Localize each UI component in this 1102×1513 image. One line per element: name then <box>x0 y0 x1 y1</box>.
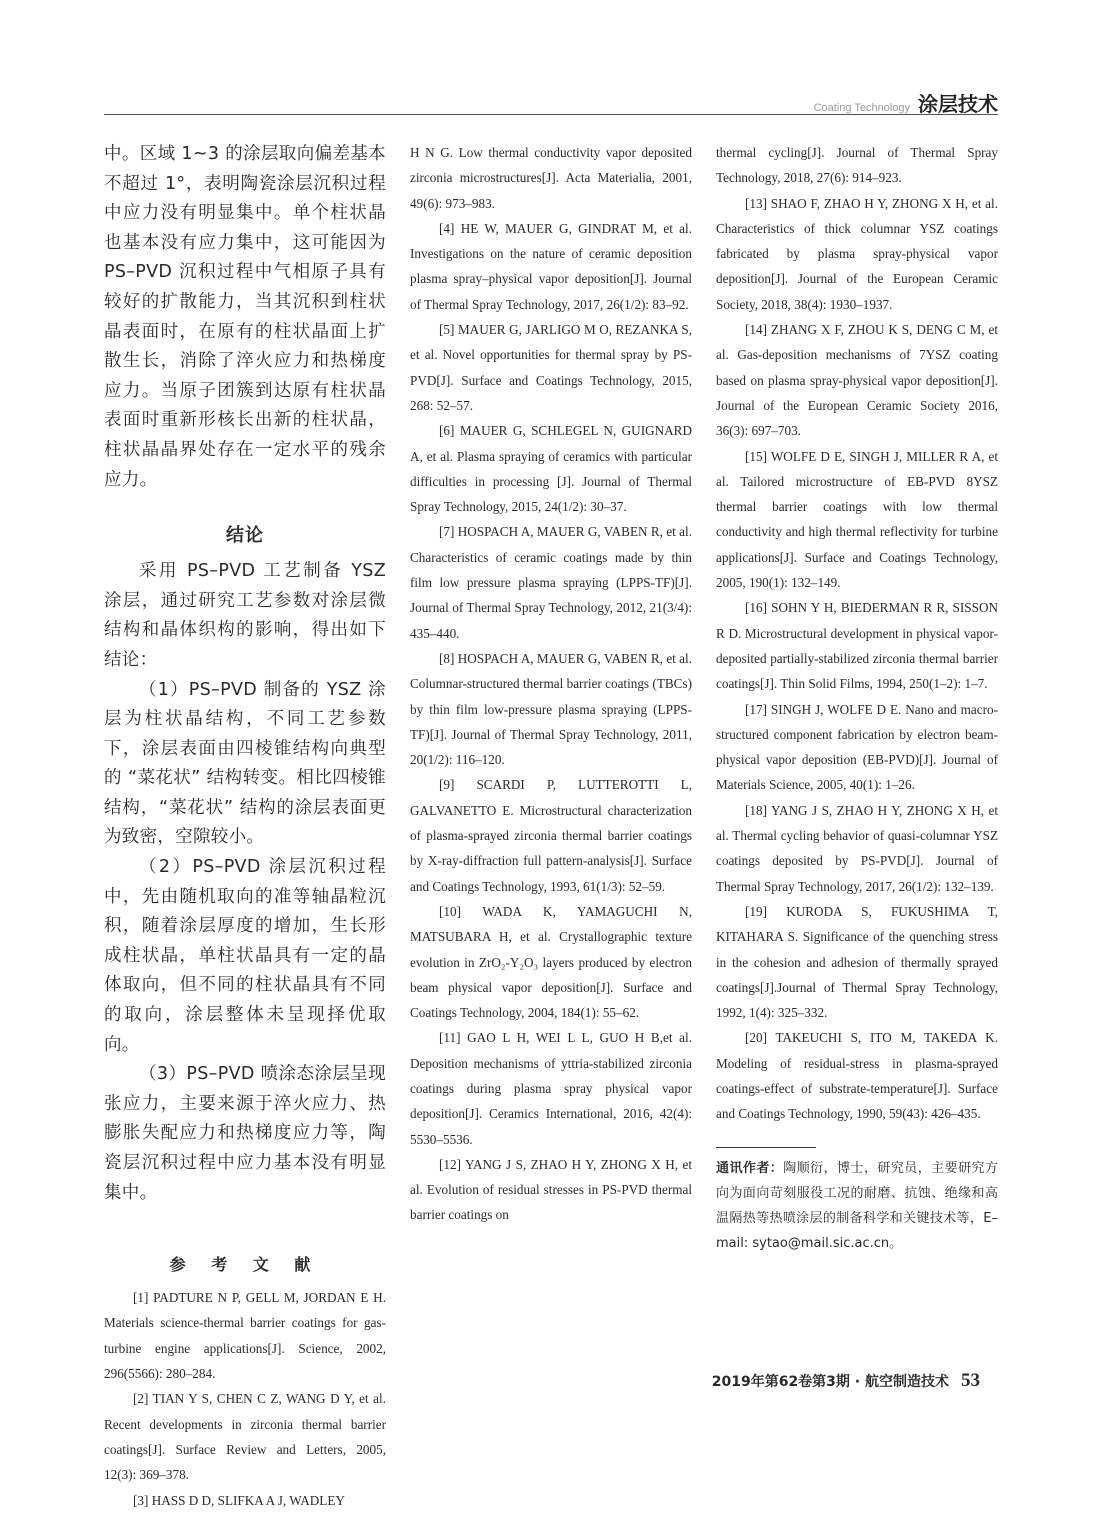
running-header <box>814 88 998 117</box>
reference-3-start: [3] HASS D D, SLIFKA A J, WADLEY <box>133 1492 345 1508</box>
reference-2: [2] TIAN Y S, CHEN C Z, WANG D Y, et al. Recent developments in zirconia thermal barrier coatings[J]. Surface Review and Letters, 2005, 12(3): 369–378. <box>104 1391 386 1483</box>
header-rule <box>104 114 998 115</box>
conclusion-item-1: （1）PS–PVD 制备的 YSZ 涂层为柱状晶结构，不同工艺参数下，涂层表面由四棱锥结构向典型的 “菜花状” 结构转变。相比四棱锥结构，“菜花状” 结构的涂层表面更为致密，空隙较小。 <box>104 679 386 848</box>
reference-14: [14] ZHANG X F, ZHOU K S, DENG C M, et al. Gas-deposition mechanisms of 7YSZ coating based on plasma spray-physical vapor deposition[J]. Journal of the European Ceramic Society 2016, 36(3): 697–703. <box>716 322 998 439</box>
reference-9: [9] SCARDI P, LUTTEROTTI L, GALVANETTO E. Microstructural characterization of plasma-sprayed zirconia thermal barrier coatings by X-ray-diffraction full pattern-analysis[J]. Surface and Coatings Technology, 1993, 61(1/3): 52–59. <box>410 777 692 894</box>
reference-10: [10] WADA K, YAMAGUCHI N, MATSUBARA H, et al. Crystallographic texture evolution in ZrO₂-Y₂O₃ layers produced by electron beam physical vapor deposition[J]. Surface and Coatings Technology, 2004, 184(1): 55–62. <box>410 903 692 1021</box>
reference-6: [6] MAUER G, SCHLEGEL N, GUIGNARD A, et al. Plasma spraying of ceramics with particular difficulties in processing [J]. Journal of Thermal Spray Technology, 2015, 24(1/2): 30–37. <box>410 423 692 515</box>
contact-label: 通讯作者： <box>716 1160 784 1176</box>
column-left <box>104 140 386 1513</box>
conclusion-item-2: （2）PS–PVD 涂层沉积过程中，先由随机取向的准等轴晶粒沉积，随着涂层厚度的增加，生长形成柱状晶，单柱状晶具有一定的晶体取向，但不同的柱状晶具有不同的取向，涂层整体未呈现择优取向。 <box>104 857 386 1055</box>
reference-8: [8] HOSPACH A, MAUER G, VABEN R, et al. Columnar-structured thermal barrier coatings (TBCs) by thin film low-pressure plasma spraying (LPPS-TF)[J]. Journal of Thermal Spray Technology, 2011, 20(1/2): 116–120. <box>410 650 692 768</box>
reference-12-start: [12] YANG J S, ZHAO H Y, ZHONG X H, et al. Evolution of residual stresses in PS-PVD thermal barrier coatings on <box>410 1156 692 1223</box>
column-right <box>716 140 998 1256</box>
references-title: 参 考 文 献 <box>169 1255 321 1275</box>
reference-13: [13] SHAO F, ZHAO H Y, ZHONG X H, et al. Characteristics of thick columnar YSZ coatings fabricated by plasma spray-physical vapor deposition[J]. Journal of the European Ceramic Society, 2018, 38(4): 1930–1937. <box>716 195 998 312</box>
corresponding-author-note <box>716 1156 998 1256</box>
contact-text: 陶顺衍，博士，研究员，主要研究方向为面向苛刻服役工况的耐磨、抗蚀、绝缘和高温隔热等热喷涂层的制备科学和关键技术等，E–mail: sytao@mail.sic.ac.cn。 <box>716 1160 998 1251</box>
reference-4: [4] HE W, MAUER G, GINDRAT M, et al. Investigations on the nature of ceramic deposition plasma spray–physical vapor deposition[J]. Journal of Thermal Spray Technology, 2017, 26(1/2): 83–92. <box>410 220 692 312</box>
reference-15: [15] WOLFE D E, SINGH J, MILLER R A, et al. Tailored microstructure of EB-PVD 8YSZ thermal barrier coatings with low thermal conductivity and high thermal reflectivity for turbine applications[J]. Surface and Coatings Technology, 2005, 190(1): 132–149. <box>716 448 998 591</box>
reference-3-end: H N G. Low thermal conductivity vapor deposited zirconia microstructures[J]. Acta Materialia, 2001, 49(6): 973–983. <box>410 145 692 211</box>
reference-16: [16] SOHN Y H, BIEDERMAN R R, SISSON R D. Microstructural development in physical vapor-deposited partially-stabilized zirconia thermal barrier coatings[J]. Thin Solid Films, 1994, 250(1–2): 1–7. <box>716 600 998 692</box>
footer-issue: 2019年第62卷第3期 · 航空制造技术 <box>711 1374 949 1390</box>
reference-11: [11] GAO L H, WEI L L, GUO H B,et al. Deposition mechanisms of yttria-stabilized zirconia coatings during plasma spray physical vapor deposition[J]. Ceramics International, 2016, 42(4): 5530–5536. <box>410 1030 692 1147</box>
header-journal-cn: 涂层技术 <box>918 92 998 116</box>
column-middle <box>410 140 692 1228</box>
reference-19: [19] KURODA S, FUKUSHIMA T, KITAHARA S. Significance of the quenching stress in the cohesion and adhesion of thermally sprayed coatings[J].Journal of Thermal Spray Technology, 1992, 1(4): 325–332. <box>716 903 998 1021</box>
header-journal-en: Coating Technology <box>813 102 910 114</box>
body-paragraph: 中。区域 1~3 的涂层取向偏差基本不超过 1°，表明陶瓷涂层沉积过程中应力没有明显集中。单个柱状晶也基本没有应力集中，这可能因为 PS–PVD 沉积过程中气相原子具有较好的扩散能力，当其沉积到柱状晶表面时，在原有的柱状晶面上扩散生长，消除了淬火应力和热梯度应力。当原子团簇到达原有柱状晶表面时重新形核长出新的柱状晶，柱状晶晶界处存在一定水平的残余应力。 <box>104 144 386 490</box>
reference-18: [18] YANG J S, ZHAO H Y, ZHONG X H, et al. Thermal cycling behavior of quasi-columnar YSZ coatings deposited by PS-PVD[J]. Journal of Thermal Spray Technology, 2017, 26(1/2): 132–139. <box>716 802 998 894</box>
page-number: 53 <box>961 1370 980 1391</box>
reference-20: [20] TAKEUCHI S, ITO M, TAKEDA K. Modeling of residual-stress in plasma-sprayed coatings-effect of substrate-temperature[J]. Surface and Coatings Technology, 1990, 59(43): 426–435. <box>716 1030 998 1122</box>
section-title-conclusion: 结论 <box>226 525 264 547</box>
reference-17: [17] SINGH J, WOLFE D E. Nano and macro-structured component fabrication by electron beam-physical vapor deposition (EB-PVD)[J]. Journal of Materials Science, 2005, 40(1): 1–26. <box>716 701 998 793</box>
reference-1: [1] PADTURE N P, GELL M, JORDAN E H. Materials science-thermal barrier coatings for gas-turbine engine applications[J]. Science, 2002, 296(5566): 280–284. <box>104 1290 386 1382</box>
reference-7: [7] HOSPACH A, MAUER G, VABEN R, et al. Characteristics of ceramic coatings made by thin film low pressure plasma spraying (LPPS-TF)[J]. Journal of Thermal Spray Technology, 2012, 21(3/4): 435–440. <box>410 524 692 641</box>
footnote-divider <box>716 1147 816 1148</box>
conclusion-item-3: （3）PS–PVD 喷涂态涂层呈现张应力，主要来源于淬火应力、热膨胀失配应力和热梯度应力等，陶瓷层沉积过程中应力基本没有明显集中。 <box>104 1064 386 1203</box>
conclusion-intro: 采用 PS–PVD 工艺制备 YSZ 涂层，通过研究工艺参数对涂层微结构和晶体织构的影响，得出如下结论： <box>104 561 386 670</box>
reference-12-end: thermal cycling[J]. Journal of Thermal Spray Technology, 2018, 27(6): 914–923. <box>716 145 998 186</box>
page-footer <box>712 1370 980 1392</box>
reference-5: [5] MAUER G, JARLIGO M O, REZANKA S, et al. Novel opportunities for thermal spray by PS-PVD[J]. Surface and Coatings Technology, 2015, 268: 52–57. <box>410 322 692 413</box>
